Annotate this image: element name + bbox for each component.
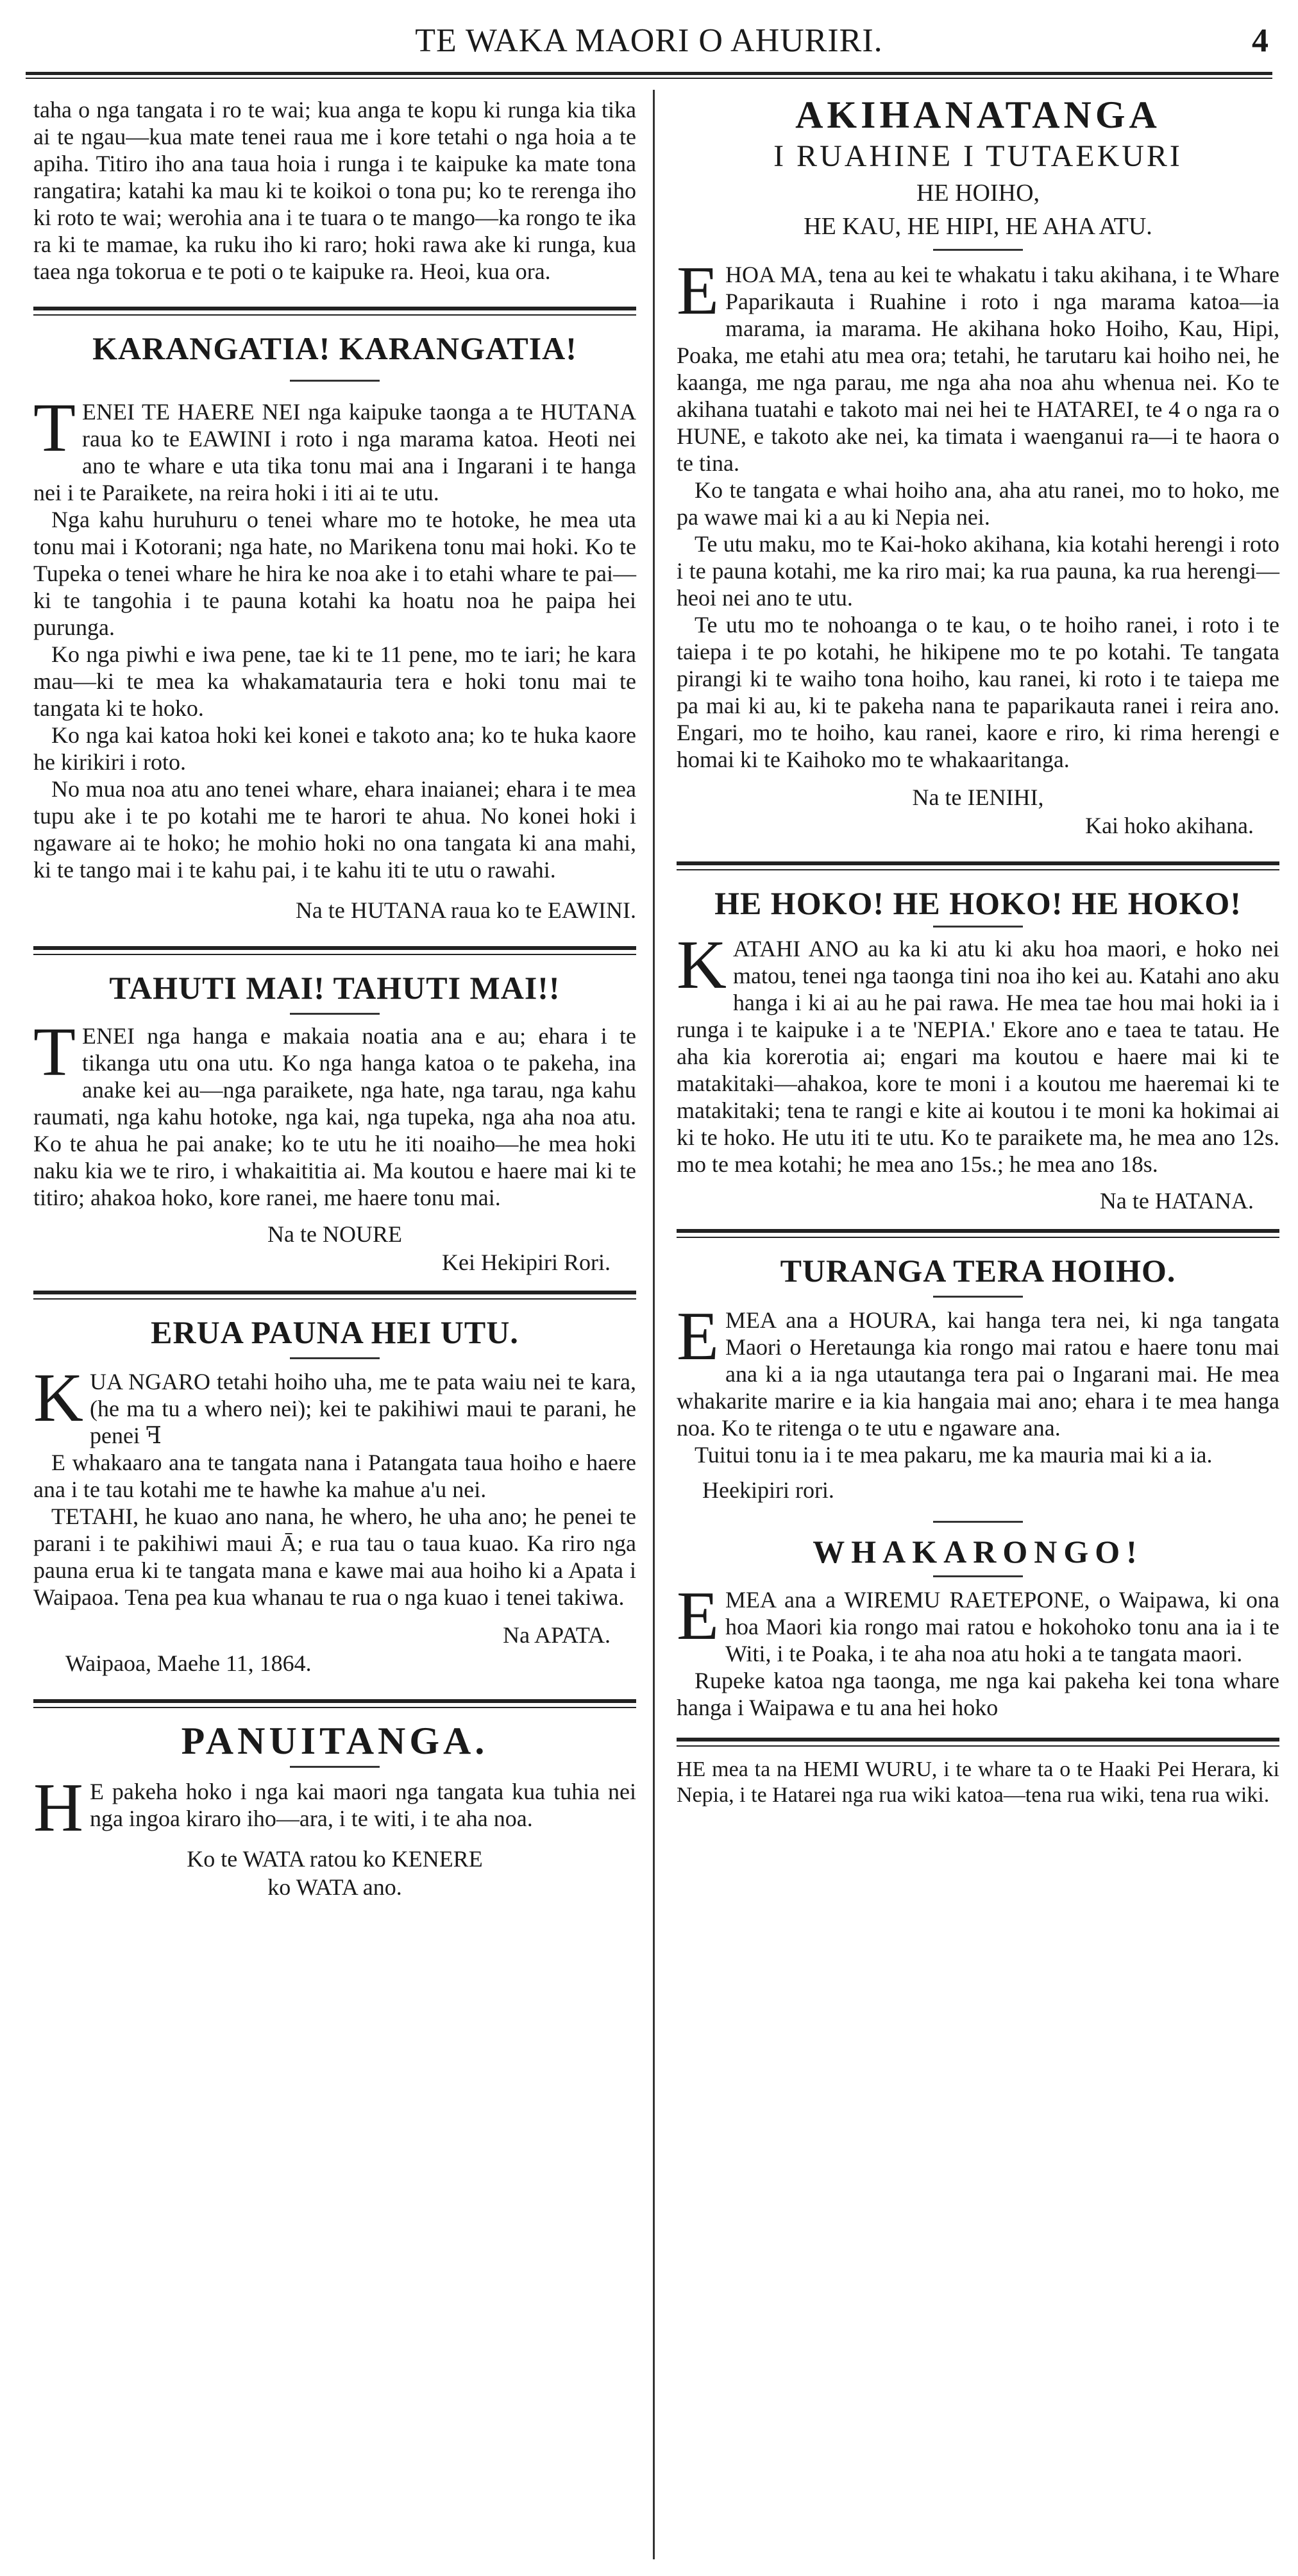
akihana-paragraph-2: Ko te tangata e whai hoiho ana, aha atu ranei, mo to hoko, me pa wawe mai ki a au ki Nepia nei. <box>677 477 1279 530</box>
akihana-signature-name: Na te IENIHI, <box>912 784 1044 810</box>
tahuti-signature-place: Kei Hekipiri Rori. <box>442 1250 611 1275</box>
hehoko-paragraph-1: ATAHI ANO au ka ki atu ki aku hoa maori, e hoko nei matou, tenei nga taonga tini noa iho kei au. Katahi ano aku hanga i ki ai au he pai rawa. He mea tae hou mai hoki ia i runga i te kaipuke i a te 'NEPIA.' Ekore ano e taea te tatau. He aha kia korerotia ai; engari ma koutou e haere mai ki te matakitaki—ahakoa, kore te moni i a koutou me haeremai ki te matakitaki; tena te rangi e kite ai koutou i te moni ka hokimai ai ki te hoko. He utu iti te utu. Ko te paraikete ma, he mea ano 12s. mo te mea kotahi; he mea ano 15s.; he mea ano 18s. <box>677 936 1279 1177</box>
right-column <box>677 96 1279 1808</box>
akihana-subheading-3: HE KAU, HE HIPI, HE AHA ATU. <box>804 213 1152 240</box>
akihana-paragraph-4: Te utu mo te nohoanga o te kau, o te hoiho ranei, i roto i te taiepa i te po kotahi, he hikipene mo te po kotahi. Te tangata pirangi ki te waiho tona hoiho, kau ranei, ki roto i te taiepa me pa mai ki au, ki te pakeha nana te paparikauta ranei i reira ano. Engari, mo te hoiho, kau ranei, kaore e riro, ki rima herengi e homai ki te Kaihoko mo te whakaaritanga. <box>677 612 1279 772</box>
section-divider <box>33 307 636 310</box>
tahuti-paragraph-1: ENEI nga hanga e makaia noatia ana e au; ehara i te tikanga utu ona utu. Ko nga hanga katoa o te pakeha, ina anake kei au—nga paraikete, nga hate, nga tarau, nga kahu raumati, nga kahu hotoke, nga kai, nga tupeka, nga aha noa atu. Ko te ahua he pai anake; ko te utu he iti noaiho—he mea hoki naku kia we te riro, i whakaititia ai. Ma koutou e haere mai ki te titiro; ahakoa hoko, kore ranei, me haere tonu mai. <box>33 1023 636 1210</box>
masthead-title: TE WAKA MAORI O AHURIRI. <box>415 22 883 59</box>
panuitanga-signature-1: Ko te WATA ratou ko KENERE <box>187 1846 483 1872</box>
akihana-heading: AKIHANATANGA <box>795 94 1161 136</box>
heading-rule <box>290 1357 380 1359</box>
heading-rule <box>933 249 1023 251</box>
drop-cap: E <box>677 1298 719 1375</box>
karangatia-heading: KARANGATIA! KARANGATIA! <box>92 330 577 366</box>
akihana-subheading-2: HE HOIHO, <box>916 180 1040 207</box>
left-column <box>33 96 636 1901</box>
section-divider <box>677 1738 1279 1741</box>
continued-article-text: taha o nga tangata i ro te wai; kua anga te kopu ki runga kia tika ai te ngau—kua mate tenei raua me i kore tetahi o nga hoia a te apiha. Titiro iho ana taua hoia i runga i te kaipuke ka mate tona rangatira; katahi ka mau ki te koikoi o tona pu; ko te rerenga iho ki roto te wai; werohia ana i te tuara o te mango—ka rongo te ika ra ki te mamae, ka ruku iho ki raro; hoki rawa ake ki runga, kua taea nga tokorua e te poti o te kaipuke ra. Heoi, kua ora. <box>33 97 636 284</box>
turanga-paragraph-2: Tuitui tonu ia i te mea pakaru, me ka mauria mai ki a ia. <box>695 1442 1213 1468</box>
erua-pauna-advert <box>33 1314 636 1677</box>
heading-rule <box>933 1296 1023 1298</box>
hehoko-advert <box>677 885 1279 1215</box>
masthead-rule <box>26 72 1272 75</box>
tahuti-signature-name: Na te NOURE <box>267 1221 402 1247</box>
section-divider <box>33 1699 636 1703</box>
turanga-signature: Heekipiri rori. <box>702 1477 834 1503</box>
tahuti-heading: TAHUTI MAI! TAHUTI MAI!! <box>109 970 560 1006</box>
drop-cap: E <box>677 253 719 329</box>
karangatia-paragraph-4: Ko nga kai katoa hoki kei konei e takoto ana; ko te huka kaore he kirikiri i roto. <box>33 722 636 775</box>
section-divider <box>677 861 1279 865</box>
turanga-paragraph-1: MEA ana a HOURA, kai hanga tera nei, ki nga tangata Maori o Heretaunga kia rongo mai ratou e haere tonu mai ana ki a ia nga utautanga tera pai o Ingarani mai. He mea whakarite marire e ia kia hangaia mai ano; ehara i te mea hanga noa. Ko te ritenga o te utu e ngaware ana. <box>677 1307 1279 1441</box>
masthead-rule-thin <box>26 78 1272 79</box>
erua-paragraph-1: UA NGARO tetahi hoiho uha, me te pata waiu nei te kara, (he ma tu a whero nei); kei te pakihiwi maui te parani, he penei ꟻ <box>90 1369 636 1448</box>
section-divider <box>33 946 636 950</box>
drop-cap: K <box>33 1360 83 1436</box>
panuitanga-advert <box>33 1722 636 1901</box>
heading-rule <box>290 380 380 382</box>
akihana-signature-title: Kai hoko akihana. <box>1085 813 1254 838</box>
section-short-rule <box>933 1521 1023 1523</box>
karangatia-paragraph-5: No mua noa atu ano tenei whare, ehara inaianei; ehara i te mea tupu ake i te po kotahi me te harori te ahua. No konei hoki i ngaware ai te hoko; he mohio hoki no ona tangata ki ana mahi, ki te tango mai i te kahu pai, i te kahu iti te utu o rawahi. <box>33 776 636 883</box>
printer-imprint: HE mea ta na HEMI WURU, i te whare ta o te Haaki Pei Herara, ki Nepia, i te Hatarei nga rua wiki katoa—tena rua wiki, tena rua wiki. <box>677 1758 1279 1807</box>
karangatia-paragraph-2: Nga kahu huruhuru o tenei whare mo te hotoke, he mea uta tonu mai i Kotorani; nga hate, no Marikena tonu mai hoki. Ko te Tupeka o tenei whare he hira ke noa ake i to etahi whare te pai—ki te tangohia i te pauna kotahi ka hoatu noa he paipa hei purunga. <box>33 507 636 640</box>
whakarongo-paragraph-1: MEA ana a WIREMU RAETEPONE, o Waipawa, ki ona hoa Maori kia rongo mai ratou e hokohoko tonu ana ia i te Witi, i te Poaka, i te aha noa atu hoki a te tangata maori. <box>725 1587 1279 1666</box>
whakarongo-heading: WHAKARONGO! <box>813 1534 1143 1570</box>
akihana-paragraph-1: HOA MA, tena au kei te whakatu i taku akihana, i te Whare Paparikauta i Ruahine i roto i nga marama katoa—ia marama, ia marama. He akihana hoko Hoiho, Kau, Hipi, Poaka, me etahi atu mea ora; tetahi, he tarutaru kai hoiho nei, he kaanga, me nga parau, me nga aha noa ahu whenua nei. Ko te akihana tuatahi e takoto mai nei hei te HATAREI, te 4 o nga ra o HUNE, e takoto ake nei, ka timata i waenganui ra—i te haora o te tina. <box>677 262 1279 476</box>
heading-rule <box>933 926 1023 928</box>
erua-date: Waipaoa, Maehe 11, 1864. <box>65 1650 312 1676</box>
turanga-heading: TURANGA TERA HOIHO. <box>780 1253 1176 1289</box>
panuitanga-paragraph-1: E pakeha hoko i nga kai maori nga tangata kua tuhia nei nga ingoa kiraro iho—ara, i te witi, i te aha noa. <box>90 1779 636 1831</box>
erua-heading: ERUA PAUNA HEI UTU. <box>151 1314 519 1350</box>
whakarongo-advert <box>677 1533 1279 1721</box>
drop-cap: T <box>33 390 76 466</box>
karangatia-paragraph-3: Ko nga piwhi e iwa pene, tae ki te 11 pene, mo te iari; he kara mau—ki te mea ka whakamatauria tera e hoki tonu mai te tangata ki te hoko. <box>33 641 636 721</box>
section-divider <box>33 1291 636 1294</box>
akihana-advert <box>677 96 1279 840</box>
erua-paragraph-3: TETAHI, he kuao ano nana, he whero, he uha ano; he penei te parani i te pakihiwi maui Ā; e rua tau o taua kuao. Ka riro nga pauna erua ki te tangata mana e kawe mai aua hoiho ki a Apata i Waipaoa. Tena pea kua whanau te rua o nga kuao i tenei takiwa. <box>33 1504 636 1610</box>
erua-paragraph-2: E whakaaro ana te tangata nana i Patangata taua hoiho e haere ana i te tau kotahi me te hawhe ka mahue a'u nei. <box>33 1450 636 1502</box>
section-divider <box>677 1229 1279 1233</box>
panuitanga-heading: PANUITANGA. <box>181 1720 489 1762</box>
akihana-subheading-1: I RUAHINE I TUTAEKURI <box>773 139 1183 173</box>
drop-cap: E <box>677 1578 719 1654</box>
panuitanga-signature-2: ko WATA ano. <box>267 1874 402 1900</box>
hehoko-signature: Na te HATANA. <box>1099 1188 1254 1214</box>
drop-cap: K <box>677 927 727 1003</box>
column-divider <box>653 90 655 2559</box>
drop-cap: H <box>33 1770 83 1846</box>
heading-rule <box>290 1013 380 1015</box>
akihana-paragraph-3: Te utu maku, mo te Kai-hoko akihana, kia kotahi herengi i roto i te pauna kotahi, me ka riro mai; ka rua pauna, ka rua herengi—heoi nei ano te utu. <box>677 531 1279 611</box>
turanga-advert <box>677 1252 1279 1504</box>
whakarongo-paragraph-2: Rupeke katoa nga taonga, me nga kai pakeha kei tona whare hanga i Waipawa e tu ana hei hoko <box>677 1668 1279 1720</box>
drop-cap: T <box>33 1014 76 1090</box>
heading-rule <box>290 1766 380 1768</box>
karangatia-signature: Na te HUTANA raua ko te EAWINI. <box>295 897 636 923</box>
tahuti-advert <box>33 969 636 1276</box>
erua-signature: Na APATA. <box>503 1622 611 1648</box>
hehoko-heading: HE HOKO! HE HOKO! HE HOKO! <box>714 885 1242 921</box>
karangatia-paragraph-1: ENEI TE HAERE NEI nga kaipuke taonga a te HUTANA raua ko te EAWINI i roto i nga marama katoa. Heoti nei ano te whare e uta tika tonu mai ana i Ingarani i te hanga nei i te Paraikete, na reira hoki i iti ai te utu. <box>33 399 636 505</box>
masthead <box>26 18 1272 63</box>
heading-rule <box>933 1575 1023 1577</box>
page-number: 4 <box>1252 22 1268 59</box>
karangatia-advert <box>33 330 636 924</box>
